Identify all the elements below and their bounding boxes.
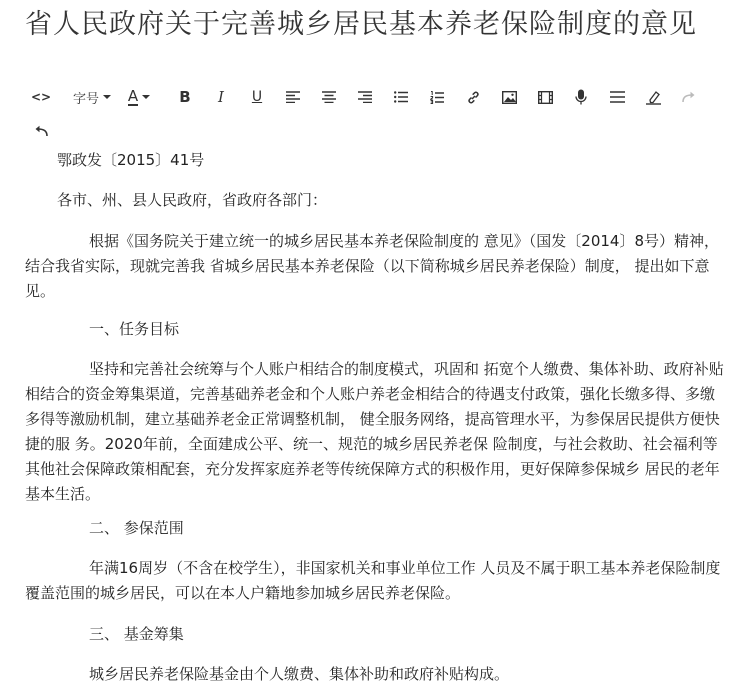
bold-icon: B <box>179 88 191 106</box>
italic-button[interactable] <box>210 84 232 110</box>
underline-icon: U <box>251 89 263 105</box>
page-title: 省人民政府关于完善城乡居民基本养老保险制度的意见 <box>25 9 697 40</box>
undo-icon <box>34 125 48 137</box>
eraser-icon <box>646 90 661 105</box>
font-color-icon: A <box>127 86 139 105</box>
italic-icon: I <box>218 88 224 106</box>
redo-button[interactable] <box>678 84 700 110</box>
section-3-heading: 三、 基金筹集 <box>89 625 184 643</box>
ordered-list-button[interactable] <box>426 84 448 110</box>
horizontal-rule-icon <box>610 91 625 103</box>
clear-format-button[interactable] <box>642 84 664 110</box>
section-2-body: 年满16周岁（不含在校学生），非国家机关和事业单位工作 人员及不属于职工基本养老保险制度覆盖范围的城乡居民，可以在本人户籍地参加城乡居民养老保险。 <box>25 559 721 602</box>
editor-toolbar <box>22 84 722 142</box>
align-center-icon <box>322 91 336 103</box>
video-icon <box>538 91 553 104</box>
addressee: 各市、州、县人民政府，省政府各部门： <box>57 191 328 209</box>
align-left-button[interactable] <box>282 84 304 110</box>
section-1-heading: 一、任务目标 <box>89 320 180 338</box>
section-2-heading: 二、 参保范围 <box>89 519 184 537</box>
intro-paragraph: 根据《国务院关于建立统一的城乡居民基本养老保险制度的 意见》（国发〔2014〕8号）精神，结合我省实际，现就完善我 省城乡居民基本养老保险（以下简称城乡居民养老保险）制度， 提出如下意见。 <box>25 232 719 300</box>
align-left-icon <box>286 91 300 103</box>
section-1-body: 坚持和完善社会统筹与个人账户相结合的制度模式，巩固和 拓宽个人缴费、集体补助、政府补贴相结合的资金筹集渠道，完善基础养老金和个人账户养老金相结合的待遇支付政策，强化长缴多得、多缴多得等激励机制，建立基础养老金正常调整机制， 健全服务网络，提高管理水平，为参保居民提供方便快捷的服 务。2020年前，全面建成公平、统一、规范的城乡居民养老保 险制度，与社会救助、社会福利等其他社会保障政策相配套，充分发挥家庭养老等传统保障方式的积极作用，更好保障参保城乡 居民的老年基本生活。 <box>25 360 724 503</box>
html-code-button[interactable] <box>30 84 52 110</box>
microphone-icon <box>575 89 587 105</box>
font-color-dropdown[interactable] <box>126 84 152 110</box>
document-number: 鄂政发〔2015〕41号 <box>57 151 205 169</box>
horizontal-rule-button[interactable] <box>606 84 628 110</box>
link-button[interactable] <box>462 84 484 110</box>
link-icon <box>466 90 481 105</box>
align-center-button[interactable] <box>318 84 340 110</box>
redo-icon <box>682 91 696 103</box>
section-3-body: 城乡居民养老保险基金由个人缴费、集体补助和政府补贴构成。 <box>89 665 510 683</box>
chevron-down-icon <box>142 95 150 99</box>
chevron-down-icon <box>103 95 111 99</box>
bold-button[interactable] <box>174 84 196 110</box>
ordered-list-icon <box>430 91 444 104</box>
undo-button[interactable] <box>30 118 52 144</box>
code-icon: <> <box>30 90 52 104</box>
underline-button[interactable] <box>246 84 268 110</box>
align-right-icon <box>358 91 372 103</box>
unordered-list-icon <box>394 91 408 103</box>
video-button[interactable] <box>534 84 556 110</box>
audio-button[interactable] <box>570 84 592 110</box>
image-icon <box>502 91 517 104</box>
unordered-list-button[interactable] <box>390 84 412 110</box>
font-size-dropdown[interactable] <box>68 84 116 110</box>
image-button[interactable] <box>498 84 520 110</box>
font-size-label: 字号 <box>72 91 99 107</box>
align-right-button[interactable] <box>354 84 376 110</box>
